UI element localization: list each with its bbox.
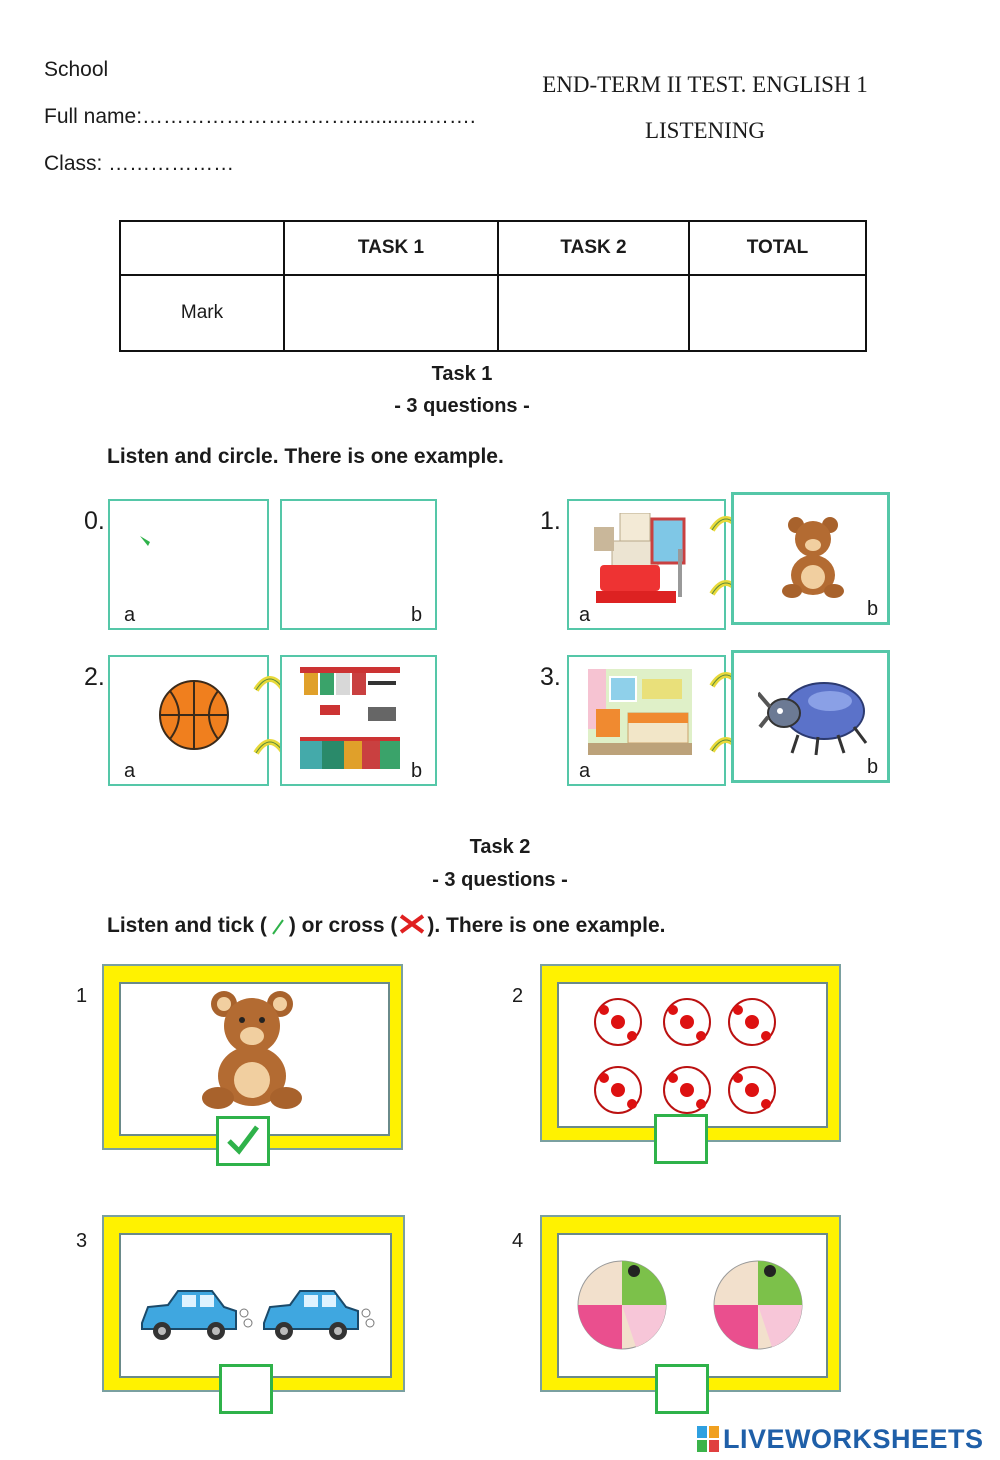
q2-number: 2. bbox=[84, 663, 105, 691]
q2-option-a[interactable] bbox=[108, 655, 269, 786]
task2-title: Task 2 bbox=[469, 836, 531, 858]
task1-title: Task 1 bbox=[431, 363, 493, 385]
q1-option-a[interactable] bbox=[567, 499, 726, 630]
score-header-empty bbox=[120, 221, 284, 275]
q0-option-a[interactable] bbox=[108, 499, 269, 630]
task2-subtitle: - 3 questions - bbox=[432, 869, 568, 891]
q0-a-label: a bbox=[124, 604, 136, 626]
item1-answer-box[interactable] bbox=[216, 1116, 270, 1166]
teddy-bear-icon bbox=[200, 988, 304, 1112]
task2-instruction-post: ). There is one example. bbox=[427, 914, 666, 937]
q3-number: 3. bbox=[540, 663, 561, 691]
q2-b-label: b bbox=[411, 760, 423, 782]
score-task2-cell bbox=[498, 275, 689, 351]
tick-mark-icon bbox=[219, 1119, 267, 1163]
q0-number: 0. bbox=[84, 507, 105, 535]
bedroom-icon bbox=[588, 669, 692, 755]
score-header-task2: TASK 2 bbox=[498, 221, 689, 275]
school-label: School bbox=[44, 58, 109, 81]
q3-option-a[interactable] bbox=[567, 655, 726, 786]
task1-instruction: Listen and circle. There is one example. bbox=[107, 445, 504, 468]
task2-instruction-mid: ) or cross ( bbox=[288, 914, 398, 937]
kitchen-icon bbox=[300, 667, 400, 773]
cross-symbol-icon bbox=[397, 912, 427, 942]
brand-logo-icon bbox=[697, 1426, 719, 1452]
fullname-label: Full name:………………………….............……. bbox=[44, 105, 476, 128]
test-subtitle: LISTENING bbox=[644, 118, 766, 143]
q1-a-label: a bbox=[579, 604, 591, 626]
score-row-label: Mark bbox=[120, 275, 284, 351]
tick-mark-icon bbox=[138, 534, 158, 548]
q0-option-b[interactable] bbox=[280, 499, 437, 630]
basketball-icon bbox=[158, 679, 230, 751]
item1-number: 1 bbox=[76, 985, 88, 1007]
score-task1-cell bbox=[284, 275, 498, 351]
cars-icon bbox=[138, 1283, 378, 1347]
item4-answer-box[interactable] bbox=[655, 1364, 709, 1414]
brand-logo bbox=[697, 1424, 984, 1454]
beetle-icon bbox=[758, 673, 868, 757]
score-header-total: TOTAL bbox=[689, 221, 866, 275]
q3-a-label: a bbox=[579, 760, 591, 782]
soccer-balls-icon bbox=[592, 996, 792, 1116]
q1-number: 1. bbox=[540, 507, 561, 535]
score-header-task1: TASK 1 bbox=[284, 221, 498, 275]
living-room-icon bbox=[592, 513, 692, 605]
task2-instruction-pre: Listen and tick ( bbox=[107, 914, 267, 937]
task1-subtitle: - 3 questions - bbox=[394, 395, 530, 417]
class-label: Class: ……………… bbox=[44, 152, 235, 175]
test-title: END-TERM II TEST. ENGLISH 1 bbox=[542, 72, 868, 97]
q0-b-label: b bbox=[411, 604, 423, 626]
beach-balls-icon bbox=[576, 1259, 806, 1355]
q3-option-b[interactable] bbox=[731, 650, 890, 783]
brand-text: LIVEWORKSHEETS bbox=[723, 1423, 984, 1454]
q1-option-b[interactable] bbox=[731, 492, 890, 625]
item3-answer-box[interactable] bbox=[219, 1364, 273, 1414]
score-total-cell bbox=[689, 275, 866, 351]
q2-option-b[interactable] bbox=[280, 655, 437, 786]
item2-answer-box[interactable] bbox=[654, 1114, 708, 1164]
item3-number: 3 bbox=[76, 1230, 88, 1252]
item2-number: 2 bbox=[512, 985, 524, 1007]
score-table bbox=[119, 220, 867, 352]
q2-a-label: a bbox=[124, 760, 136, 782]
item4-number: 4 bbox=[512, 1230, 524, 1252]
q1-b-label: b bbox=[867, 598, 879, 620]
teddy-bear-icon bbox=[778, 515, 848, 599]
q3-b-label: b bbox=[867, 756, 879, 778]
task2-instruction bbox=[107, 908, 665, 938]
